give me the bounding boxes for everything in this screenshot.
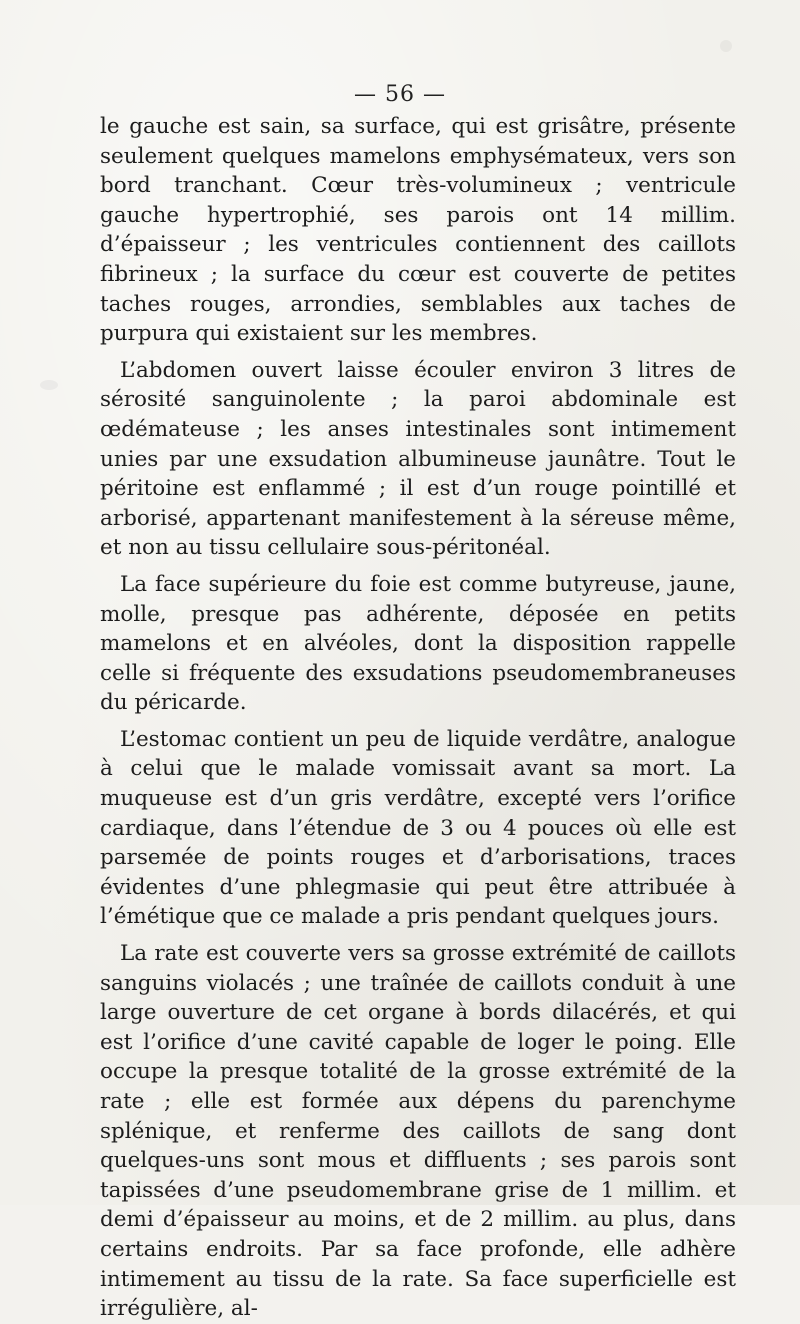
page-number: — 56 — [354, 82, 446, 107]
paragraph-stomach: L’estomac contient un peu de liquide verdâtre, analogue à celui que le malade vomissait avant sa mort. La muqueuse est d’un gris verdâtre, excepté vers l’orifice cardiaque, dans l’étendue de 3 ou 4 pouces où elle est parsemée de points rouges et d’arborisations, traces évidentes d’une phlegmasie qui peut être attribuée à l’émétique que ce malade a pris pendant quelques jours. [100, 726, 736, 930]
paragraph-spleen: La rate est couverte vers sa grosse extrémité de caillots sanguins violacés ; une traînée de caillots conduit à une large ouverture de cet organe à bords dilacérés, et qui est l’orifice d’une cavité capable de loger le poing. Elle occupe la presque totalité de la grosse extrémité de la rate ; elle est formée aux dépens du parenchyme splénique, et renferme des caillots de sang dont quelques-uns sont mous et diffluents ; ses parois sont tapissées d’une pseudomembrane grise de 1 millim. et demi d’épaisseur au moins, et de 2 millim. au plus, dans certains endroits. Par sa face profonde, elle adhère intimement au tissu de la rate. Sa face superficielle est irrégulière, al- [100, 941, 736, 1322]
body-text [100, 112, 736, 1324]
paper-stain [40, 380, 58, 390]
paper-stain [720, 40, 732, 52]
paragraph-heart: le gauche est sain, sa surface, qui est grisâtre, présente seulement quelques mamelons emphysémateux, vers son bord tranchant. Cœur très-volumineux ; ventricule gauche hypertrophié, ses parois ont 14 millim. d’épaisseur ; les ventricules contiennent des caillots fibrineux ; la surface du cœur est couverte de petites taches rouges, arrondies, semblables aux taches de purpura qui existaient sur les membres. [100, 114, 736, 347]
paragraph-liver: La face supérieure du foie est comme butyreuse, jaune, molle, presque pas adhérente, déposée en petits mamelons et en alvéoles, dont la disposition rappelle celle si fréquente des exsudations pseudomembraneuses du péricarde. [100, 571, 736, 716]
paragraph-abdomen: L’abdomen ouvert laisse écouler environ 3 litres de sérosité sanguinolente ; la paroi abdominale est œdémateuse ; les anses intestinales sont intimement unies par une exsudation albumineuse jaunâtre. Tout le péritoine est enflammé ; il est d’un rouge pointillé et arborisé, appartenant manifestement à la séreuse même, et non au tissu cellulaire sous-péritonéal. [100, 357, 736, 561]
